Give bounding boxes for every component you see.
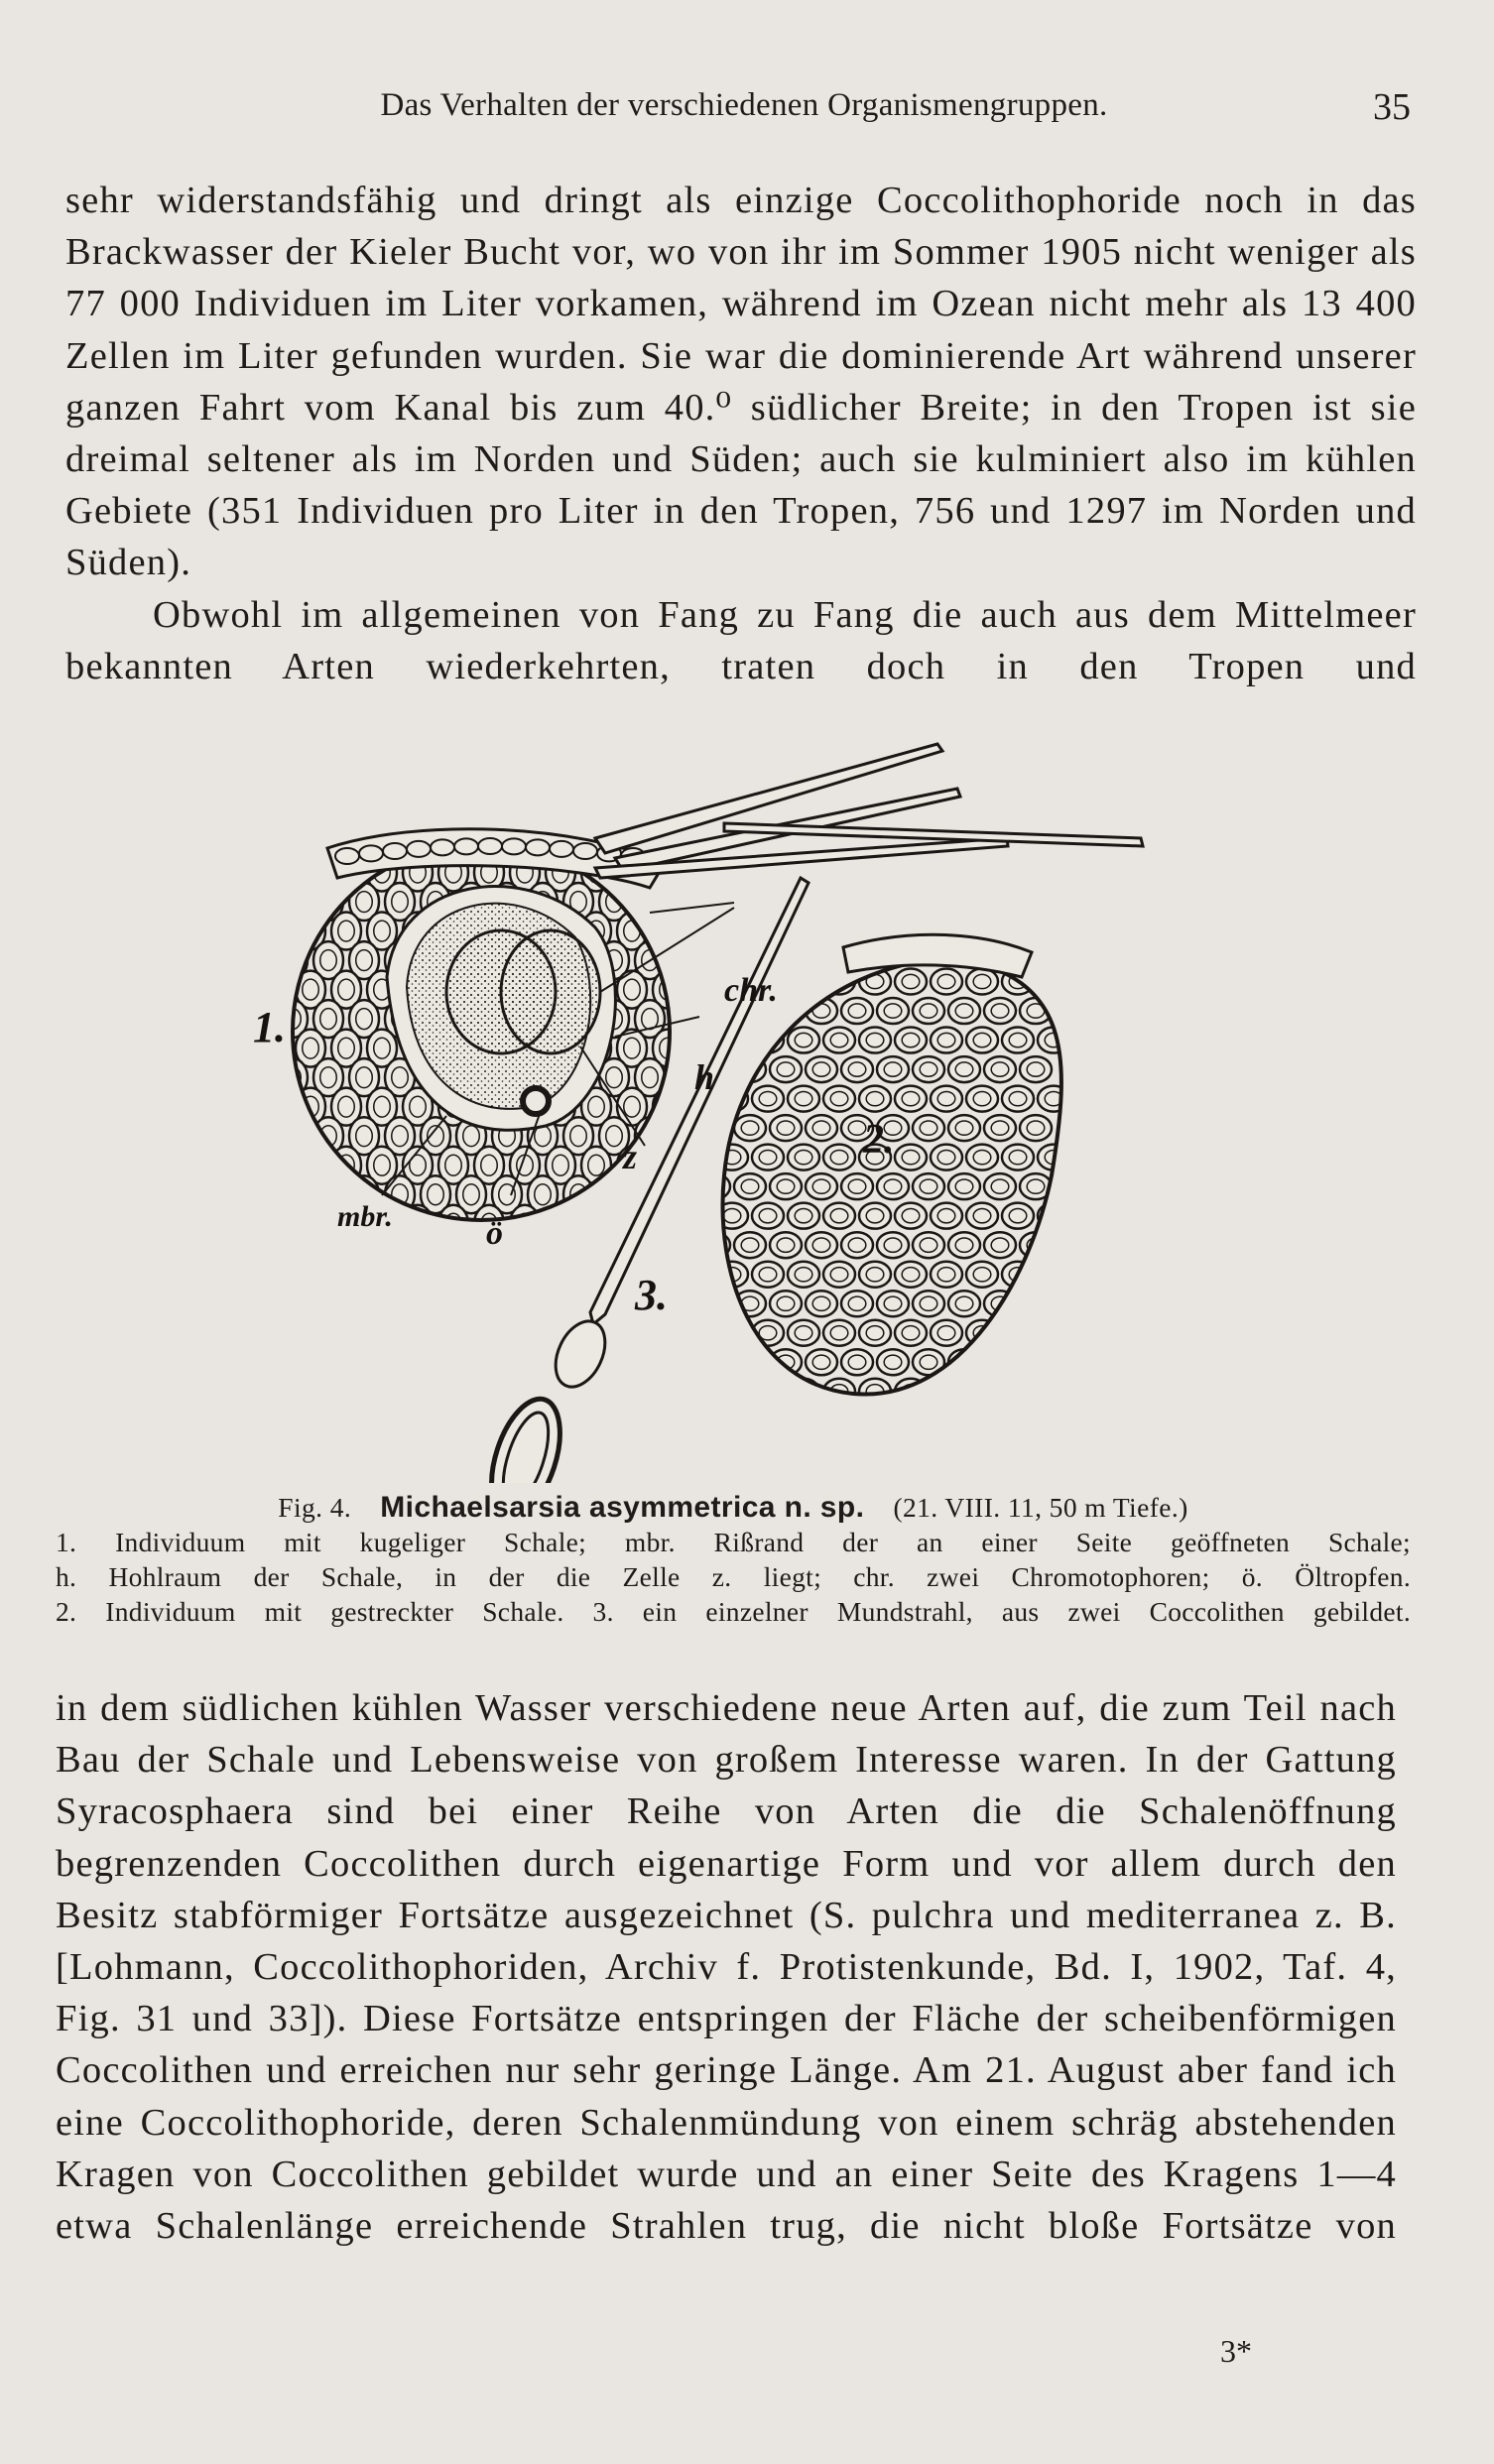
coccolith-cell [698, 1291, 730, 1316]
coccolith-cell-inner [303, 1155, 319, 1175]
collar-coccolith [526, 839, 550, 855]
coccolith-cell-inner [973, 1385, 991, 1399]
coccolith-cell-inner [588, 1213, 605, 1234]
coccolith-cell-inner [642, 892, 659, 913]
label-mbr: mbr. [337, 1200, 393, 1233]
coccolith-cell [859, 1262, 891, 1288]
coccolith-cell [895, 1262, 927, 1288]
coccolith-cell [653, 1205, 683, 1243]
coccolith-cell [1038, 1379, 1069, 1405]
coccolith-cell-inner [741, 1355, 759, 1369]
coccolith-cell [806, 1056, 837, 1082]
coccolith-cell [948, 998, 980, 1024]
coccolith-cell [770, 1232, 802, 1258]
coccolith-cell [948, 1115, 980, 1141]
coccolith-cell [931, 1086, 962, 1112]
coccolith-cell [1038, 1262, 1069, 1288]
coccolith-cell-inner [1009, 1385, 1027, 1399]
running-head: Das Verhalten der verschiedenen Organismengruppen. [380, 87, 1108, 123]
coccolith-cell [948, 1232, 980, 1258]
coccolith-cell [278, 883, 308, 921]
coccolith-cell [966, 1379, 998, 1405]
coccolith-cell [966, 1145, 998, 1170]
coccolith-cell [734, 1115, 766, 1141]
caption-line-3: 2. Individuum mit gestreckter Schale. 3. ein einzelner Mundstrahl, aus zwei Coccolithen gebildet. [56, 1596, 1411, 1627]
coccolith-cell-inner [606, 1184, 623, 1205]
upper-paragraph-2: Obwohl im allgemeinen von Fang zu Fang die auch aus dem Mittelmeer bekannten Arten wiederkehrten, traten doch in den Tropen und [65, 593, 1417, 687]
collar-coccolith [335, 848, 359, 864]
coccolith-cell-inner [741, 945, 759, 959]
coccolith-cell [823, 1203, 855, 1229]
coccolith-cell-inner [1045, 974, 1062, 988]
coccolith-cell [913, 1291, 944, 1316]
upper-text-block [65, 175, 1417, 692]
coccolith-cell [823, 1086, 855, 1112]
coccolith-cell [895, 1028, 927, 1053]
coccolith-cell [877, 1349, 909, 1375]
coccolith-cell [546, 1205, 575, 1243]
coccolith-cell-inner [285, 950, 302, 971]
coccolith-cell [716, 1379, 748, 1405]
coccolith-cell [931, 1320, 962, 1346]
coccolith-cell [734, 1349, 766, 1375]
coccolith-cell [966, 1262, 998, 1288]
coccolith-cell [278, 824, 308, 862]
caption-line-2: h. Hohlraum der Schale, in der die Zelle z. liegt; chr. zwei Chromotophoren; ö. Öltropfen. [56, 1561, 1411, 1592]
label-h: h [694, 1057, 715, 1097]
coccolith-cell [1002, 1203, 1034, 1229]
coccolith-cell [984, 1056, 1016, 1082]
coccolith-cell-inner [1027, 1355, 1045, 1369]
coccolith-cell [931, 1262, 962, 1288]
label-fig3: 3. [635, 1271, 668, 1319]
coccolith-cell [1020, 1056, 1052, 1082]
collar-coccolith [454, 838, 478, 854]
coccolith-cell-inner [320, 892, 337, 913]
coccolith-cell [716, 1320, 748, 1346]
coccolith-cell [806, 1349, 837, 1375]
coccolith-cell [948, 1056, 980, 1082]
caption-prefix: Fig. 4. [278, 1492, 352, 1523]
coccolith-cell [698, 1349, 730, 1375]
coccolith-cell [984, 1173, 1016, 1199]
coccolith-cell-inner [723, 1326, 741, 1340]
coccolith-cell [823, 1262, 855, 1288]
coccolith-cell [841, 1173, 873, 1199]
coccolith-cell [806, 1115, 837, 1141]
coccolith-cell [931, 1379, 962, 1405]
coccolith-cell [823, 1145, 855, 1170]
coccolith-cell [296, 1147, 325, 1184]
coccolith-cell [438, 1205, 468, 1243]
coccolith-cell [716, 1145, 748, 1170]
coccolith-cell [788, 969, 819, 995]
collar-coccolith [383, 843, 407, 859]
coccolith-cell [948, 1291, 980, 1316]
coccolith-cell [278, 1117, 308, 1155]
coccolith-cell [752, 1145, 784, 1170]
coccolith-cell [770, 1056, 802, 1082]
coccolith-cell-inner [285, 833, 302, 854]
upper-paragraph-1: sehr widerstandsfähig und dringt als einzige Coccolithophoride noch in das Brackwasser der Kieler Bucht vor, wo von ihr im Sommer 1905 nicht weniger als 77 000 Individuen im Liter vorkamen, während im Ozean nicht mehr als 13 400 Zellen im Liter gefunden wurden. Sie war die dominierende Art während unserer ganzen Fahrt vom Kanal bis zum 40.⁰ südlicher Breite; in den Tropen ist sie dreimal seltener als im Norden und Süden; auch sie kulminiert also im kühlen Gebiete (351 Individuen pro Liter in den Tropen, 756 und 1297 im Norden und Süden). [65, 180, 1417, 584]
coccolith-cell [877, 1232, 909, 1258]
coccolith-cell [806, 939, 837, 965]
coccolith-cell [734, 1232, 766, 1258]
collar-coccolith [550, 841, 573, 857]
coccolith-cell-inner [812, 945, 830, 959]
coccolith-cell [913, 998, 944, 1024]
coccolith-cell [841, 1056, 873, 1082]
coccolith-cell [931, 1145, 962, 1170]
coccolith-cell [931, 969, 962, 995]
label-oe: ö [486, 1215, 503, 1252]
collar-coccolith [431, 839, 454, 855]
coccolith-cell [296, 1205, 325, 1243]
coccolith-cell [788, 1203, 819, 1229]
coccolith-cell-inner [759, 1385, 777, 1399]
collar-coccolith [502, 838, 526, 854]
coccolith-cell [1002, 1145, 1034, 1170]
coccolith-cell [788, 1028, 819, 1053]
coccolithophore-drawing [198, 729, 1270, 1483]
coccolith-cell [895, 1320, 927, 1346]
coccolith-cell [859, 1028, 891, 1053]
coccolith-cell-inner [991, 1355, 1009, 1369]
coccolith-cell [877, 1173, 909, 1199]
coccolith-cell [841, 1349, 873, 1375]
coccolith-cell-inner [705, 1004, 723, 1018]
collar-coccolith [359, 845, 383, 861]
coccolith-cell [966, 1086, 998, 1112]
coccolith-cell-inner [1045, 1209, 1062, 1223]
coccolith-cell [984, 1349, 1016, 1375]
coccolith-cell-inner [660, 1096, 677, 1117]
coccolith-cell [599, 1175, 629, 1213]
coccolith-cell [296, 854, 325, 892]
coccolith-cell-inner [303, 862, 319, 883]
coccolith-cell [877, 1291, 909, 1316]
caption-species: Michaelsarsia asymmetrica n. sp. [380, 1491, 865, 1524]
coccolith-cell [770, 1115, 802, 1141]
coccolith-cell [1002, 1320, 1034, 1346]
coccolith-cell-inner [1045, 1326, 1062, 1340]
coccolith-cell [752, 1086, 784, 1112]
coccolith-cell-inner [705, 1121, 723, 1135]
coccolith-cell [653, 913, 683, 950]
coccolith-cell-inner [937, 1385, 955, 1399]
coccolith-cell [581, 1205, 611, 1243]
coccolith-cell-inner [1009, 1326, 1027, 1340]
coccolith-cell-inner [660, 921, 677, 941]
coccolith-cell-inner [320, 1184, 337, 1205]
caption-details: (21. VIII. 11, 50 m Tiefe.) [893, 1492, 1188, 1523]
coccolith-cell [895, 1203, 927, 1229]
coccolith-cell [1020, 1291, 1052, 1316]
coccolith-cell [698, 1115, 730, 1141]
coccolith-cell [788, 1086, 819, 1112]
lower-paragraph-1: in dem südlichen kühlen Wasser verschiedene neue Arten auf, die zum Teil nach Bau der Schale und Lebensweise von großem Interesse waren. In der Gattung Syracosphaera sind bei einer Reihe von Arten die die Schalenöffnung begrenzenden Coccolithen durch eigenartige Form und vor allem durch den Besitz stabförmiger Fortsätze ausgezeichnet (S. pulchra und mediterranea z. B. [Lohmann, Coccolithophoriden, Archiv f. Protistenkunde, Bd. I, 1902, Taf. 4, Fig. 31 und 33]). Diese Fortsätze entspringen der Fläche der scheibenförmigen Coccolithen und erreichen nur sehr geringe Länge. Am 21. August aber fand ich eine Coccolithophoride, deren Schalenmündung von einem schräg abstehenden Kragen von Coccolithen gebildet wurde und an einer Seite des Kragens 1—4 etwa Schalenlänge erreichende Strahlen trug, die nicht bloße Fortsätze von [56, 1687, 1397, 2248]
coccolith-cell [877, 1056, 909, 1082]
label-chr: chr. [724, 972, 778, 1009]
coccolith-cell-inner [705, 1296, 723, 1310]
coccolith-cell [788, 1320, 819, 1346]
coccolith-cell [841, 998, 873, 1024]
coccolith-cell [984, 998, 1016, 1024]
coccolith-cell [913, 1232, 944, 1258]
coccolith-cell-inner [1045, 1385, 1062, 1399]
individual-1-drawing [278, 744, 1008, 1243]
coccolith-cell [859, 1203, 891, 1229]
collar-coccolith [407, 841, 431, 857]
label-fig1: 1. [253, 1003, 286, 1051]
coccolith-cell [859, 1320, 891, 1346]
coccolith-cell [931, 1203, 962, 1229]
coccolith-cell [770, 1173, 802, 1199]
coccolith-cell [931, 1028, 962, 1053]
lower-text-block [56, 1682, 1397, 2252]
coccolith-cell-inner [795, 974, 812, 988]
collar-coccolith [478, 838, 502, 854]
coccolith-cell-inner [705, 1355, 723, 1369]
individual-2-drawing [698, 823, 1143, 1405]
coccolith-cell-inner [705, 1238, 723, 1252]
coccolith-cell-inner [285, 892, 302, 913]
coccolith-cell [823, 1320, 855, 1346]
figure-caption [56, 1490, 1411, 1629]
page-number: 35 [1373, 86, 1411, 128]
coccolith-cell [1038, 1320, 1069, 1346]
coccolith-cell [984, 1232, 1016, 1258]
coccolith-cell [895, 1145, 927, 1170]
coccolith-cell [895, 969, 927, 995]
caption-line-1: 1. Individuum mit kugeliger Schale; mbr. Rißrand der an einer Seite geöffneten Schale; [56, 1527, 1411, 1557]
coccolith-cell [1038, 969, 1069, 995]
coccolith-cell-inner [795, 1385, 812, 1399]
coccolith-cell [752, 1262, 784, 1288]
coccolith-cell [806, 1291, 837, 1316]
label-fig2: 2. [863, 1117, 895, 1163]
coccolith-cell [966, 1203, 998, 1229]
coccolith-cell [752, 1203, 784, 1229]
coccolith-cell [823, 1028, 855, 1053]
coccolith-cell [788, 1262, 819, 1288]
coccolith-cell [966, 1028, 998, 1053]
coccolith-cell [1020, 1349, 1052, 1375]
coccolith-cell [913, 1173, 944, 1199]
coccolith-cell [1002, 1086, 1034, 1112]
coccolith-cell [1002, 1379, 1034, 1405]
signature-mark: 3* [1220, 2333, 1252, 2369]
coccolith-cell-inner [777, 1004, 795, 1018]
coccolith-cell [859, 1086, 891, 1112]
coccolith-cell [788, 1145, 819, 1170]
coccolith-cell [913, 1115, 944, 1141]
coccolith-cell [1020, 1115, 1052, 1141]
coccolith-cell [278, 1175, 308, 1213]
label-z: z [623, 1137, 638, 1176]
coccolith-cell [770, 1291, 802, 1316]
coccolith-cell [841, 1232, 873, 1258]
coccolith-cell-inner [303, 1213, 319, 1234]
coccolith-cell [984, 1115, 1016, 1141]
coccolith-cell-inner [1027, 1296, 1045, 1310]
coccolith-cell-inner [723, 1091, 741, 1105]
coccolith-cell-inner [1045, 1268, 1062, 1282]
coccolith-cell [752, 1379, 784, 1405]
figure-4-illustration [198, 729, 1270, 1483]
coccolith-cell [841, 1291, 873, 1316]
coccolith-cell [734, 1173, 766, 1199]
coccolith-cell-inner [285, 1184, 302, 1205]
coccolith-cell [877, 998, 909, 1024]
coccolith-cell-inner [723, 1385, 741, 1399]
coccolith-cell [966, 969, 998, 995]
collar-coccolith [573, 843, 597, 859]
coccolith-cell [698, 939, 730, 965]
coccolith-cell [806, 1173, 837, 1199]
coccolith-cell-inner [705, 1179, 723, 1193]
caption-title [56, 1490, 1411, 1525]
coccolith-cell [913, 1056, 944, 1082]
coccolith-cell [948, 1173, 980, 1199]
coccolith-cell-inner [285, 1126, 302, 1147]
coccolith-cell-inner [705, 945, 723, 959]
coccolith-cell [1002, 1028, 1034, 1053]
coccolith-cell [1038, 1086, 1069, 1112]
coccolith-cell-inner [410, 1213, 427, 1234]
coccolith-cell [806, 1232, 837, 1258]
coccolith-cell-inner [660, 1213, 677, 1234]
coccolith-cell-inner [553, 1213, 569, 1234]
coccolith-cell [895, 1086, 927, 1112]
